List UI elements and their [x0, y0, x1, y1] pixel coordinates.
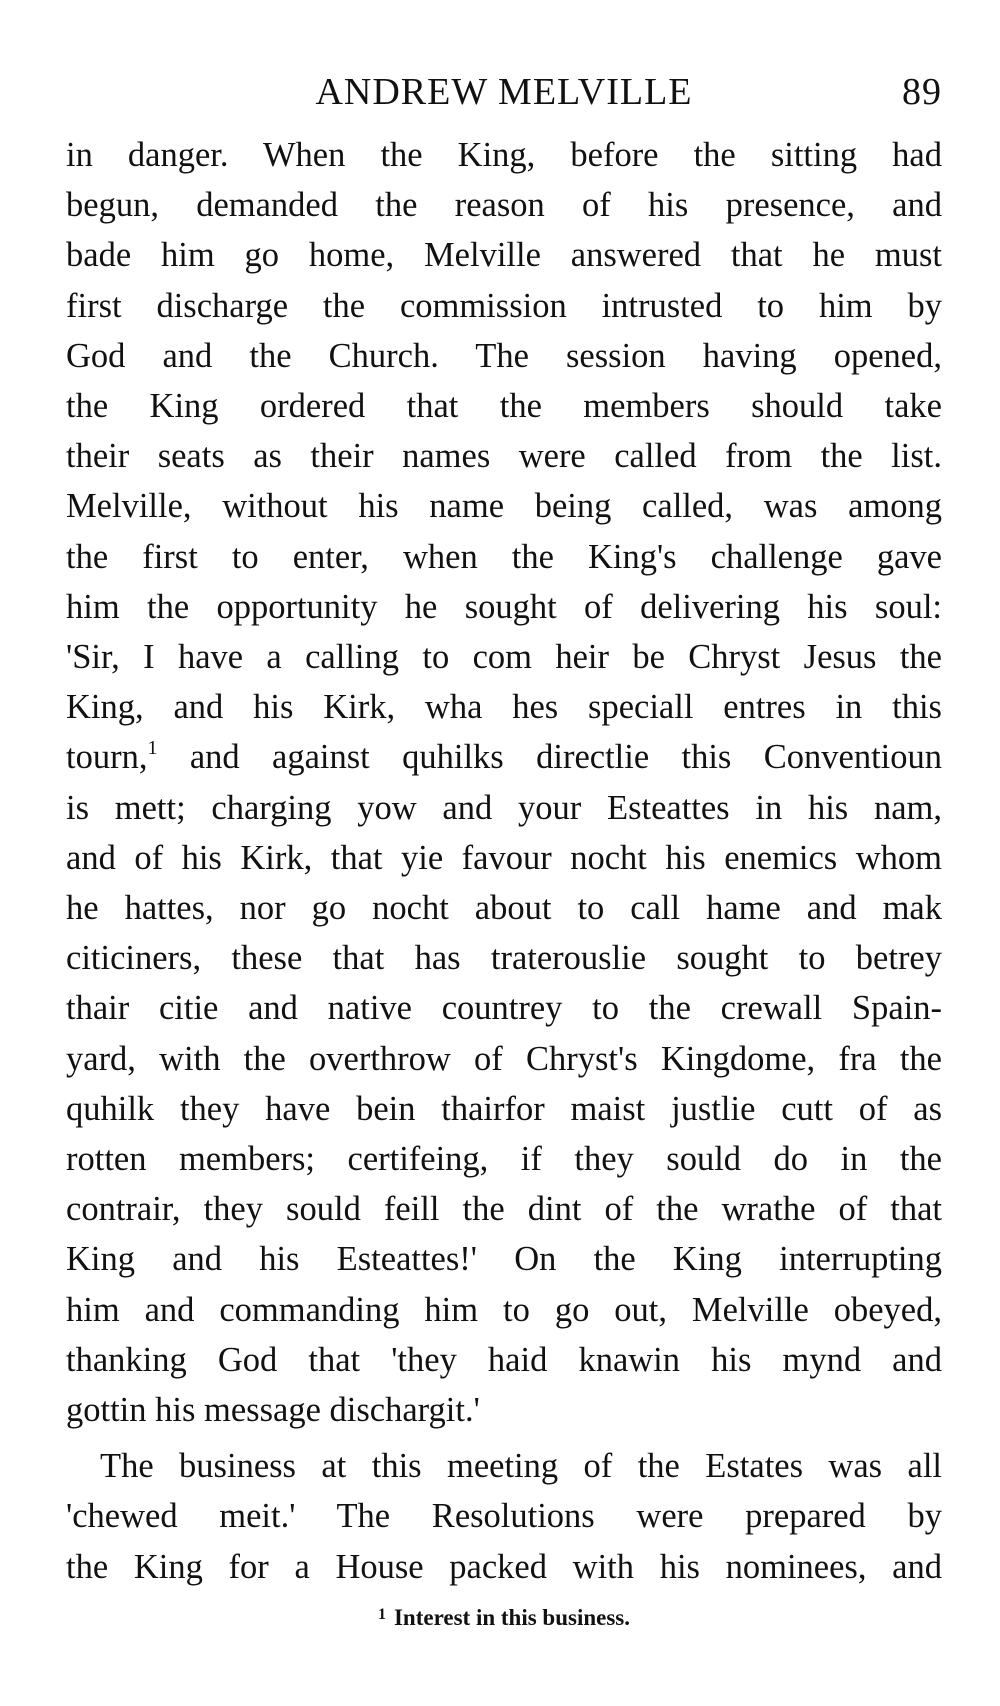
text-line: bade him go home, Melville answered that he must [66, 236, 942, 275]
text-line: gottin his message dischargit.' [66, 1391, 480, 1430]
running-title: ANDREW MELVILLE [315, 71, 693, 113]
text-line: the first to enter, when the King's challenge gave [66, 537, 942, 576]
text-line: yard, with the overthrow of Chryst's Kingdome, fra the [66, 1039, 942, 1078]
text-line: God and the Church. The session having opened, [66, 336, 942, 375]
text-line: contrair, they sould feill the dint of the wrathe of that [66, 1190, 942, 1229]
text-line: thanking God that 'they haid knawin his mynd and [66, 1340, 942, 1379]
text-line: is mett; charging yow and your Esteattes in his nam, [66, 788, 942, 827]
footnote-mark: 1 [377, 1606, 386, 1623]
text-line: him and commanding him to go out, Melville obeyed, [66, 1290, 942, 1329]
paragraph-2 [66, 1441, 942, 1592]
text-line-with-footnote-ref [66, 732, 942, 782]
text-fragment: and against quhilks directlie this Conventioun [157, 738, 942, 777]
footnote [66, 1605, 942, 1631]
footnote-text: Interest in this business. [393, 1605, 631, 1630]
text-line: 'Sir, I have a calling to com heir be Chryst Jesus the [66, 638, 942, 677]
text-line: rotten members; certifeing, if they sould do in the [66, 1140, 942, 1179]
text-line: him the opportunity he sought of delivering his soul: [66, 587, 942, 626]
text-line: and of his Kirk, that yie favour nocht his enemics whom [66, 838, 942, 877]
text-line: in danger. When the King, before the sitting had [66, 136, 942, 174]
text-line: he hattes, nor go nocht about to call hame and mak [66, 889, 942, 928]
page-number: 89 [902, 71, 942, 113]
text-line: first discharge the commission intrusted to him by [66, 286, 942, 325]
text-line: King and his Esteattes!' On the King interrupting [66, 1240, 942, 1279]
text-fragment: tourn, [66, 738, 148, 777]
text-line: Melville, without his name being called, was among [66, 487, 942, 526]
text-line: the King ordered that the members should take [66, 387, 942, 426]
text-line: quhilk they have bein thairfor maist justlie cutt of as [66, 1089, 942, 1128]
book-page [66, 70, 942, 1630]
text-line: 'chewed meit.' The Resolutions were prepared by [66, 1497, 942, 1536]
footnote-reference[interactable]: 1 [147, 737, 158, 760]
text-line: citiciners, these that has traterouslie sought to betrey [66, 939, 942, 978]
text-line: King, and his Kirk, wha hes speciall entres in this [66, 688, 942, 727]
text-line: The business at this meeting of the Estates was all [100, 1447, 942, 1486]
text-line: their seats as their names were called from the list. [66, 437, 942, 476]
text-line: thair citie and native countrey to the crewall Spain- [66, 989, 942, 1028]
text-line: begun, demanded the reason of his presence, and [66, 186, 942, 225]
running-header [66, 70, 942, 128]
text-line: the King for a House packed with his nominees, and [66, 1547, 942, 1586]
paragraph-1 [66, 130, 942, 1435]
body-text [66, 130, 942, 1592]
